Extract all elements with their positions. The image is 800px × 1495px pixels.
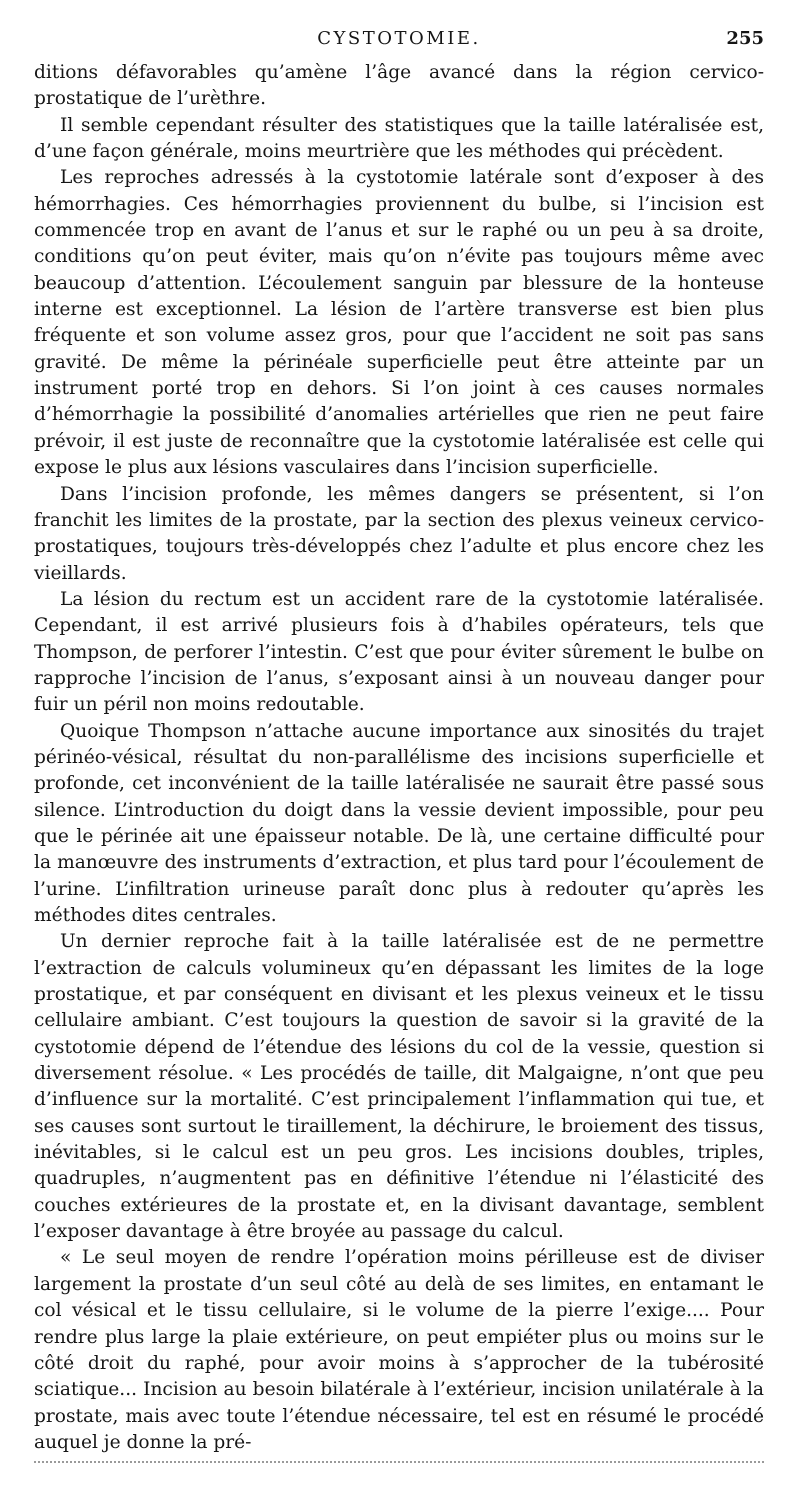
paragraph: Dans l’incision profonde, les mêmes dangers se présentent, si l’on franchit les limites de la prostate, par la section des plexus veineux cervico-prostatiques, toujours très-développés chez l’adulte et plus encore chez les vieillards. (34, 483, 764, 584)
body-text (34, 60, 764, 1456)
paragraph: La lésion du rectum est un accident rare de la cystotomie latéralisée. Cependant, il est arrivé plusieurs fois à d’habiles opérateurs, tels que Thompson, de perforer l’intestin. C’est que pour éviter sûrement le bulbe on rapproche l’incision de l’anus, s’exposant ainsi à un nouveau danger pour fuir un péril non moins redoutable. (34, 588, 764, 716)
paragraph: Il semble cependant résulter des statistiques que la taille latéralisée est, d’une façon générale, moins meurtrière que les méthodes qui précèdent. (34, 114, 764, 163)
paragraph: « Le seul moyen de rendre l’opération moins périlleuse est de diviser largement la prostate d’un seul côté au delà de ses limites, en entamant le col vésical et le tissu cellulaire, si le volume de la pierre l’exige.... Pour rendre plus large la plaie extérieure, on peut empiéter plus ou moins sur le côté droit du raphé, pour avoir moins à s’approcher de la tubérosité sciatique... Incision au besoin bilatérale à l’extérieur, incision unilatérale à la prostate, mais avec toute l’étendue nécessaire, tel est en résumé le procédé auquel je donne la pré- (34, 1247, 764, 1453)
paragraph: Quoique Thompson n’attache aucune importance aux sinosités du trajet périnéo-vésical, résultat du non-parallélisme des incisions superficielle et profonde, cet inconvénient de la taille latéralisée ne saurait être passé sous silence. L’introduction du doigt dans la vessie devient impossible, pour peu que le périnée ait une épaisseur notable. De là, une certaine difficulté pour la manœuvre des instruments d’extraction, et plus tard pour l’écoulement de l’urine. L’infiltration urineuse paraît donc plus à redouter qu’après les méthodes dites centrales. (34, 720, 764, 926)
page-number: 255 (726, 28, 764, 49)
paragraph: ditions défavorables qu’amène l’âge avancé dans la région cervico-prostatique de l’urèthre. (34, 62, 764, 110)
paragraph: Un dernier reproche fait à la taille latéralisée est de ne permettre l’extraction de calculs volumineux qu’en dépassant les limites de la loge prostatique, et par conséquent en divisant et les plexus veineux et le tissu cellulaire ambiant. C’est toujours la question de savoir si la gravité de la cystotomie dépend de l’étendue des lésions du col de la vessie, question si diversement résolue. « Les procédés de taille, dit Malgaigne, n’ont que peu d’influence sur la mortalité. C’est principalement l’inflammation qui tue, et ses causes sont surtout le tiraillement, la déchirure, le broiement des tissus, inévitables, si le calcul est un peu gros. Les incisions doubles, triples, quadruples, n’augmentent pas en définitive l’étendue ni l’élasticité des couches extérieures de la prostate et, en la divisant davantage, semblent l’exposer davantage à être broyée au passage du calcul. (34, 931, 764, 1243)
paragraph: Les reproches adressés à la cystotomie latérale sont d’exposer à des hémorrhagies. Ces hémorrhagies proviennent du bulbe, si l’incision est commencée trop en avant de l’anus et sur le raphé ou un peu à sa droite, conditions qu’on peut éviter, mais qu’on n’évite pas toujours même avec beaucoup d’attention. L’écoulement sanguin par blessure de la honteuse interne est exceptionnel. La lésion de l’artère transverse est bien plus fréquente et son volume assez gros, pour que l’accident ne soit pas sans gravité. De même la périnéale superficielle peut être atteinte par un instrument porté trop en dehors. Si l’on joint à ces causes normales d’hémorrhagie la possibilité d’anomalies artérielles que rien ne peut faire prévoir, il est juste de reconnaître que la cystotomie latéralisée est celle qui expose le plus aux lésions vasculaires dans l’incision superficielle. (34, 167, 764, 479)
page-header (34, 28, 764, 58)
running-title: CYSTOTOMIE. (317, 28, 481, 49)
bottom-rule (34, 1461, 764, 1463)
